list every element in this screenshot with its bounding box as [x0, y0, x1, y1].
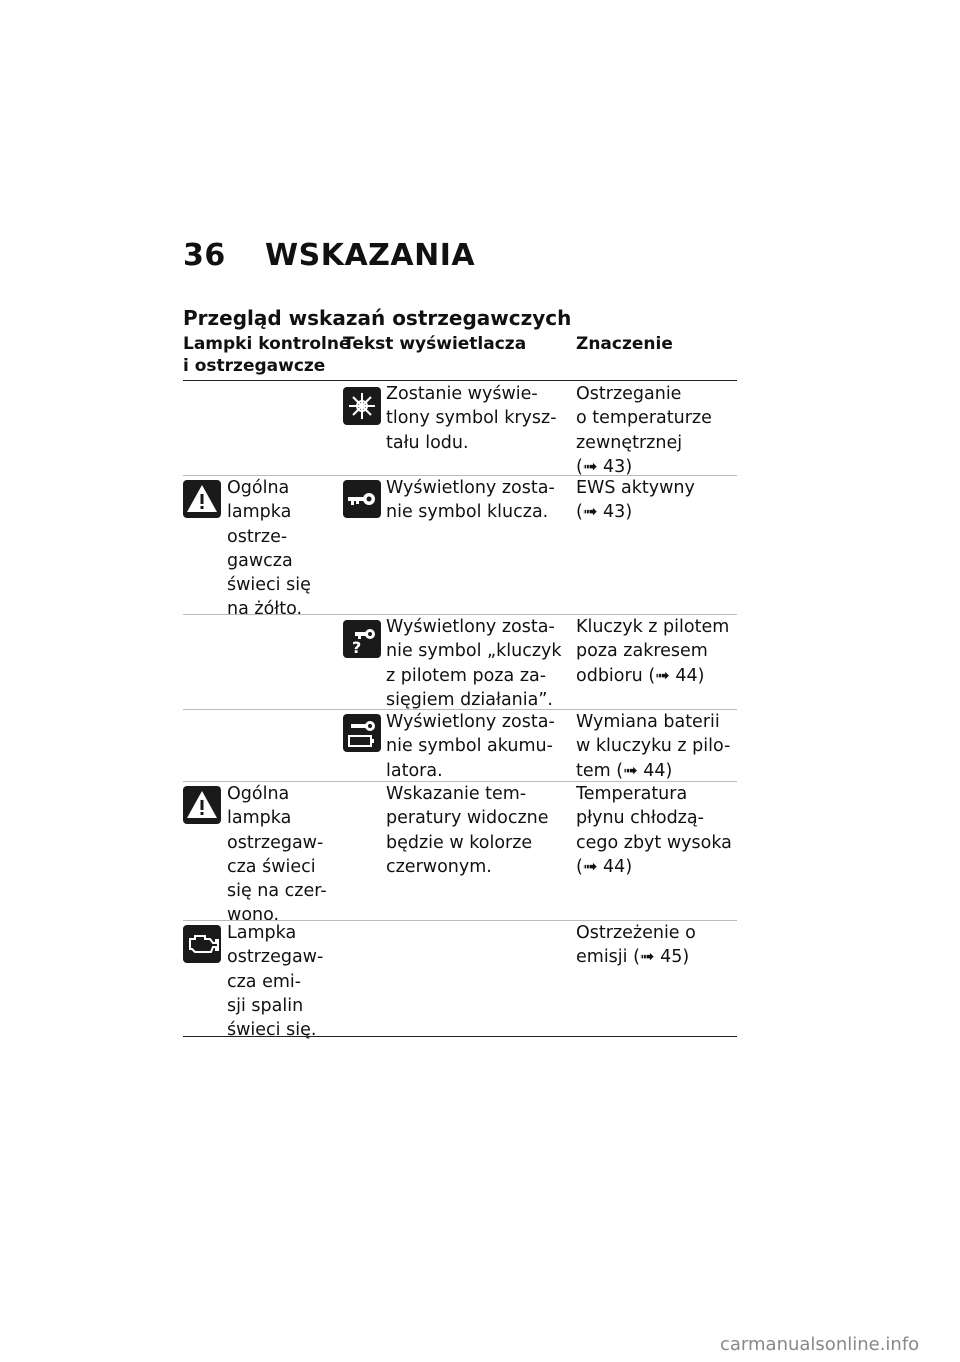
row2-meaning: EWS aktywny (➟ 43) [576, 478, 695, 523]
row6-indicator-text: Lampka ostrzegaw- cza emi- sji spalin świeci się. [227, 923, 324, 1041]
snowflake-icon [343, 387, 381, 425]
row2-indicator-text: Ogólna lampka ostrze- gawcza świeci się na żółto. [227, 478, 311, 620]
chapter-heading [183, 238, 475, 273]
header-col-display-text: Tekst wyświetlacza [343, 334, 527, 354]
key-question-icon [343, 620, 381, 658]
warning-triangle-icon [183, 480, 221, 518]
engine-icon [183, 925, 221, 963]
row2-display-text: Wyświetlony zosta- nie symbol klucza. [386, 478, 555, 523]
row5-meaning: Temperatura płynu chłodzą- cego zbyt wysoka (➟ 44) [576, 784, 732, 877]
page-number: 36 [183, 238, 226, 273]
svg-text:?: ? [352, 638, 362, 657]
row5-indicator-text: Ogólna lampka ostrzegaw- cza świeci się na czer- wono. [227, 784, 327, 926]
row1-display-text: Zostanie wyświe- tlony symbol krysz- tału lodu. [386, 384, 557, 453]
table-bottom-rule [183, 1036, 737, 1037]
row4-display-text: Wyświetlony zosta- nie symbol akumu- latora. [386, 712, 555, 781]
header-col-indicators: Lampki kontrolne i ostrzegawcze [183, 334, 351, 376]
warning-triangle-icon [183, 786, 221, 824]
row3-display-text: Wyświetlony zosta- nie symbol „kluczyk z pilotem poza za- sięgiem działania”. [386, 617, 562, 710]
watermark: carmanualsonline.info [720, 1334, 920, 1355]
row3-meaning: Kluczyk z pilotem poza zakresem odbioru (➟ 44) [576, 617, 730, 686]
table-top-rule [183, 380, 737, 381]
chapter-title: WSKAZANIA [265, 238, 476, 273]
section-title: Przegląd wskazań ostrzegawczych [183, 306, 572, 330]
row5-display-text: Wskazanie tem- peratury widoczne będzie w kolorze czerwonym. [386, 784, 549, 877]
key-icon [343, 480, 381, 518]
header-col-meaning: Znaczenie [576, 334, 673, 354]
row4-meaning: Wymiana baterii w kluczyku z pilo- tem (➟ 44) [576, 712, 731, 781]
key-battery-icon [343, 714, 381, 752]
row1-meaning: Ostrzeganie o temperaturze zewnętrznej (➟ 43) [576, 384, 712, 477]
row6-meaning: Ostrzeżenie o emisji (➟ 45) [576, 923, 696, 968]
